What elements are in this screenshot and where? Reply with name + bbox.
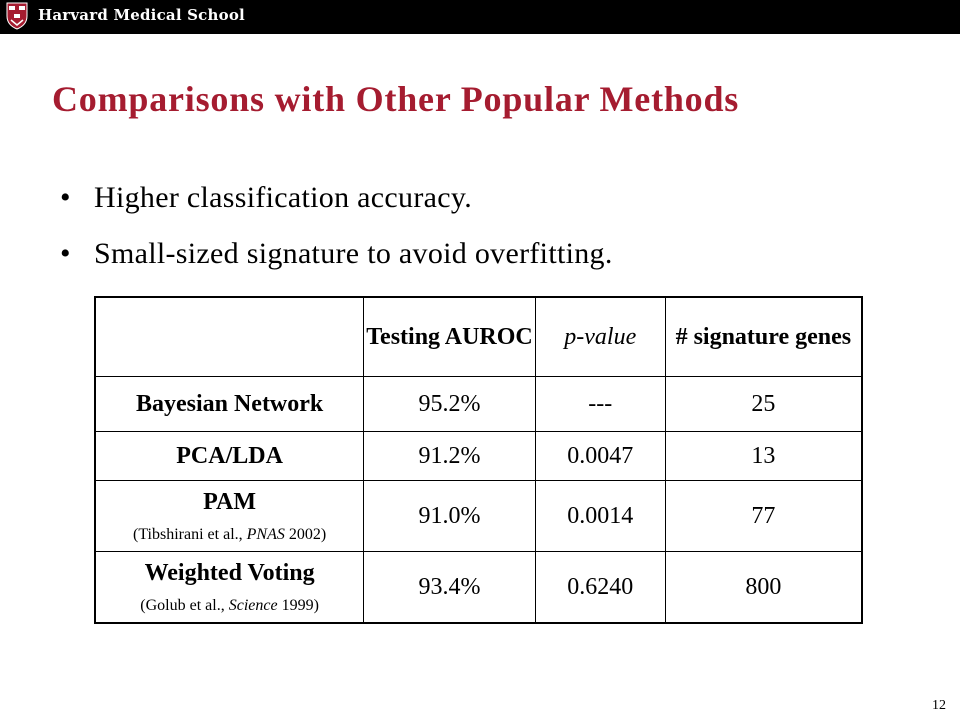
table-row [95, 552, 862, 624]
p-value-cell: --- [535, 377, 665, 432]
header-empty-cell [95, 297, 364, 377]
table-row [95, 481, 862, 552]
table-row [95, 432, 862, 481]
header-p-value: p-value [535, 297, 665, 377]
header-bar [0, 0, 960, 34]
genes-cell: 77 [665, 481, 862, 552]
p-value-cell: 0.6240 [535, 552, 665, 624]
p-value-cell: 0.0047 [535, 432, 665, 481]
genes-cell: 25 [665, 377, 862, 432]
auroc-cell: 95.2% [364, 377, 536, 432]
header-signature-genes: # signature genes [665, 297, 862, 377]
bullet-item: • Small-sized signature to avoid overfitting. [60, 237, 613, 270]
comparison-table [94, 296, 863, 624]
table-row [95, 377, 862, 432]
auroc-cell: 91.2% [364, 432, 536, 481]
organization-name: Harvard Medical School [38, 6, 245, 24]
method-name: PAM (Tibshirani et al., PNAS 2002) [95, 481, 364, 552]
citation: (Tibshirani et al., PNAS 2002) [133, 525, 327, 543]
auroc-cell: 91.0% [364, 481, 536, 552]
method-name: Bayesian Network [95, 377, 364, 432]
bullet-item: • Higher classification accuracy. [60, 181, 473, 214]
harvard-shield-icon [6, 2, 28, 30]
genes-cell: 13 [665, 432, 862, 481]
citation: (Golub et al., Science 1999) [140, 596, 319, 614]
genes-cell: 800 [665, 552, 862, 624]
table-header-row [95, 297, 862, 377]
page-number: 12 [932, 698, 946, 713]
bullet-list [60, 172, 613, 284]
header-auroc: Testing AUROC [364, 297, 536, 377]
method-name: Weighted Voting (Golub et al., Science 1999) [95, 552, 364, 624]
method-name: PCA/LDA [95, 432, 364, 481]
p-value-cell: 0.0014 [535, 481, 665, 552]
slide-title: Comparisons with Other Popular Methods [52, 79, 740, 119]
auroc-cell: 93.4% [364, 552, 536, 624]
